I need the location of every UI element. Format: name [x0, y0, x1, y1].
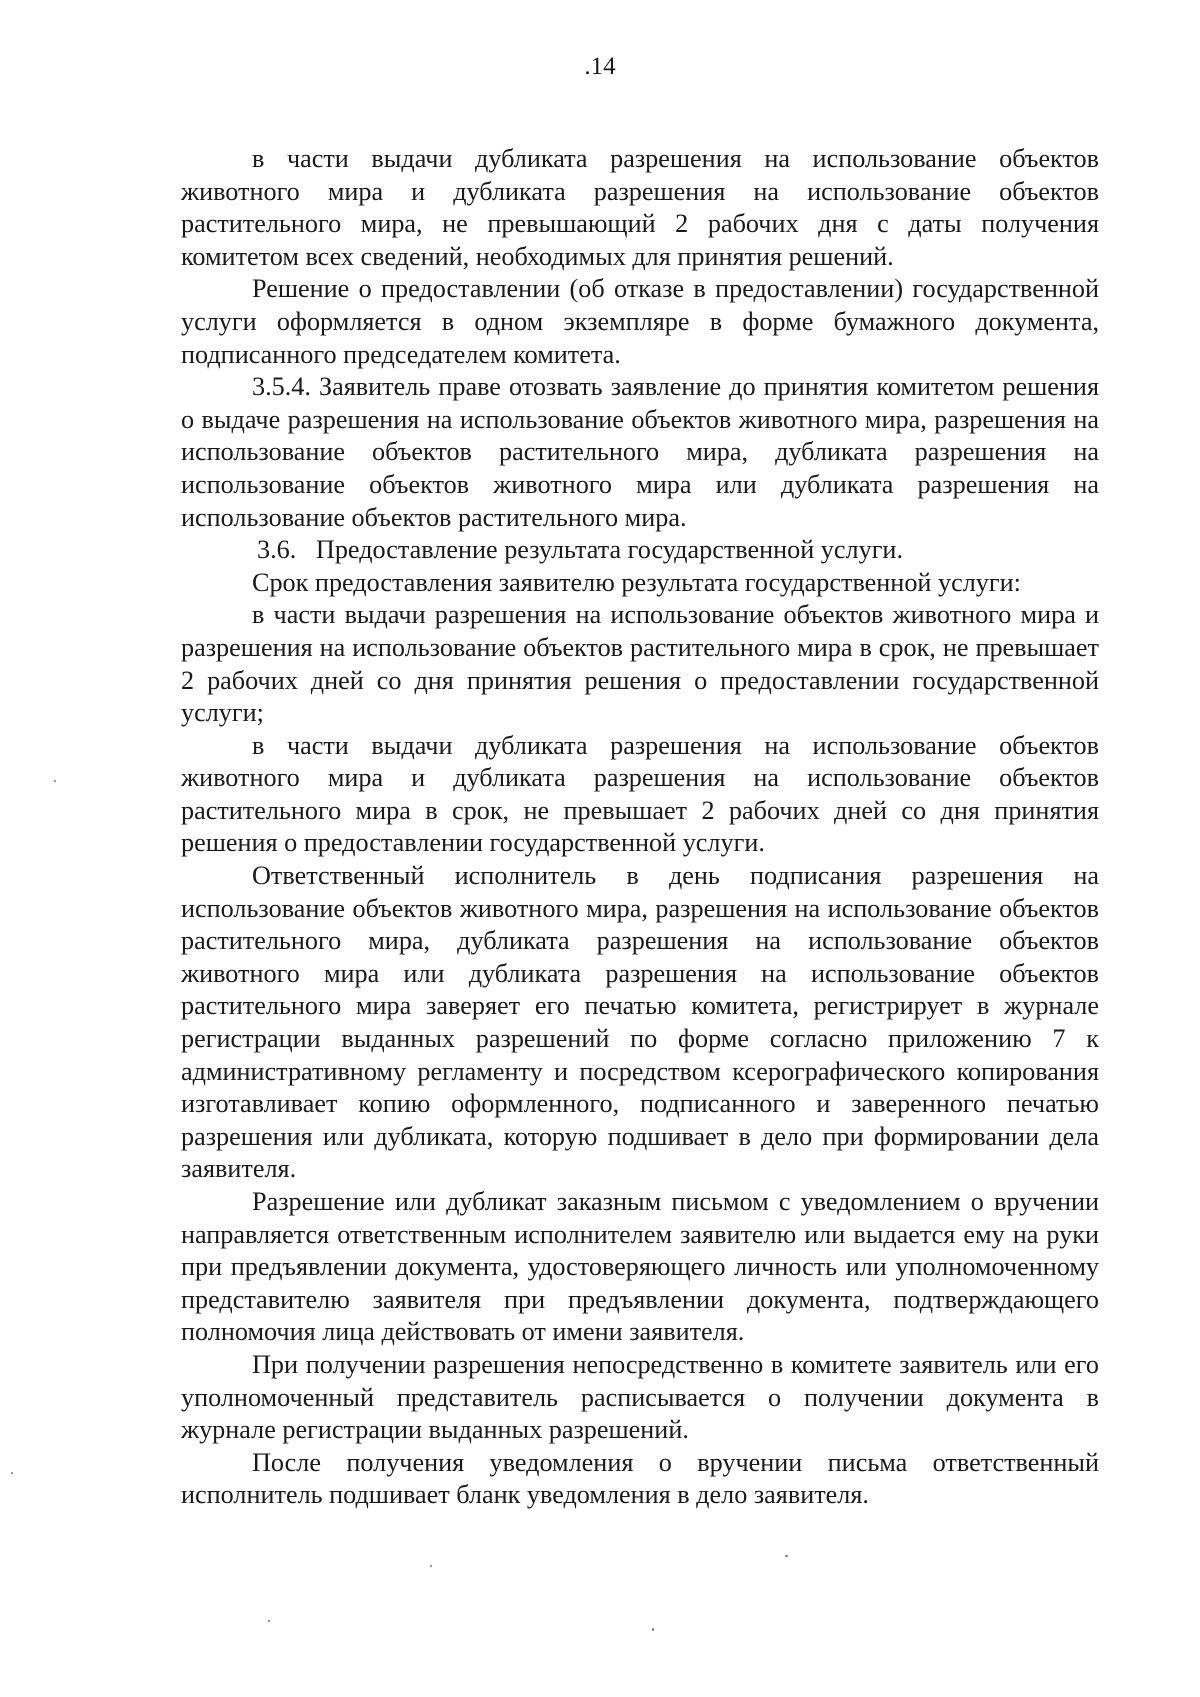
scan-speck — [54, 780, 56, 782]
scan-speck — [11, 1472, 13, 1474]
paragraph-decision-form: Решение о предоставлении (об отказе в предоставлении) государственной услуги оформляется в одном экземпляре в форме бумажного документа, подписанного председателем комитета. — [181, 274, 1099, 369]
page-number: .14 — [584, 53, 616, 80]
paragraph-responsible-executor: Ответственный исполнитель в день подписания разрешения на использование объектов животного мира, разрешения на использование объектов растительного мира, дубликата разрешения на использование объектов животного мира или дубликата разрешения на использование объектов растительного мира заверяет его печатью комитета, регистрирует в журнале регистрации выданных разрешений по форме согласно приложению 7 к административному регламенту и посредством ксерографического копирования изготавливает копию оформленного, подписанного и заверенного печатью разрешения или дубликата, которую подшивает в дело при формировании дела заявителя. — [181, 861, 1099, 1184]
paragraph-notification: После получения уведомления о вручении письма ответственный исполнитель подшивает бланк уведомления в дело заявителя. — [181, 1447, 1099, 1510]
paragraph-duplicate-term: в части выдачи дубликата разрешения на использование объектов животного мира и дубликата разрешения на использование объектов растительного мира в срок, не превышает 2 рабочих дней со дня принятия решения о предоставлении государственной услуги. — [181, 730, 1099, 858]
scan-speck — [430, 1565, 432, 1567]
scan-speck — [268, 1620, 270, 1622]
paragraph-result-term: Срок предоставления заявителю результата государственной услуги: — [252, 567, 1021, 597]
paragraph-3-6-heading: 3.6. Предоставление результата государственной услуги. — [257, 535, 903, 565]
paragraph-receipt-in-committee: При получении разрешения непосредственно в комитете заявитель или его уполномоченный представитель расписывается о получении документа в журнале регистрации выданных разрешений. — [181, 1349, 1099, 1445]
scan-speck — [652, 1628, 654, 1631]
paragraph-3-5-4: 3.5.4. Заявитель праве отозвать заявление до принятия комитетом решения о выдаче разрешения на использование объектов животного мира, разрешения на использование объектов растительного мира, дубликата разрешения на использование объектов животного мира или дубликата разрешения на использование объектов растительного мира. — [181, 372, 1099, 532]
paragraph-permit-term: в части выдачи разрешения на использование объектов животного мира и разрешения на использование объектов растительного мира в срок, не превышает 2 рабочих дней со дня принятия решения о предоставлении государственной услуги; — [181, 600, 1099, 728]
paragraph-duplicate-deadline: в части выдачи дубликата разрешения на использование объектов животного мира и дубликата разрешения на использование объектов растительного мира, не превышающий 2 рабочих дня с даты получения комитетом всех сведений, необходимых для принятия решений. — [181, 144, 1099, 271]
paragraph-delivery: Разрешение или дубликат заказным письмом с уведомлением о вручении направляется ответственным исполнителем заявителю или выдается ему на руки при предъявлении документа, удостоверяющего личность или уполномоченному представителю заявителя при предъявлении документа, подтверждающего полномочия лица действовать от имени заявителя. — [181, 1187, 1099, 1347]
document-body — [181, 143, 1099, 1512]
scan-speck — [785, 1555, 788, 1557]
